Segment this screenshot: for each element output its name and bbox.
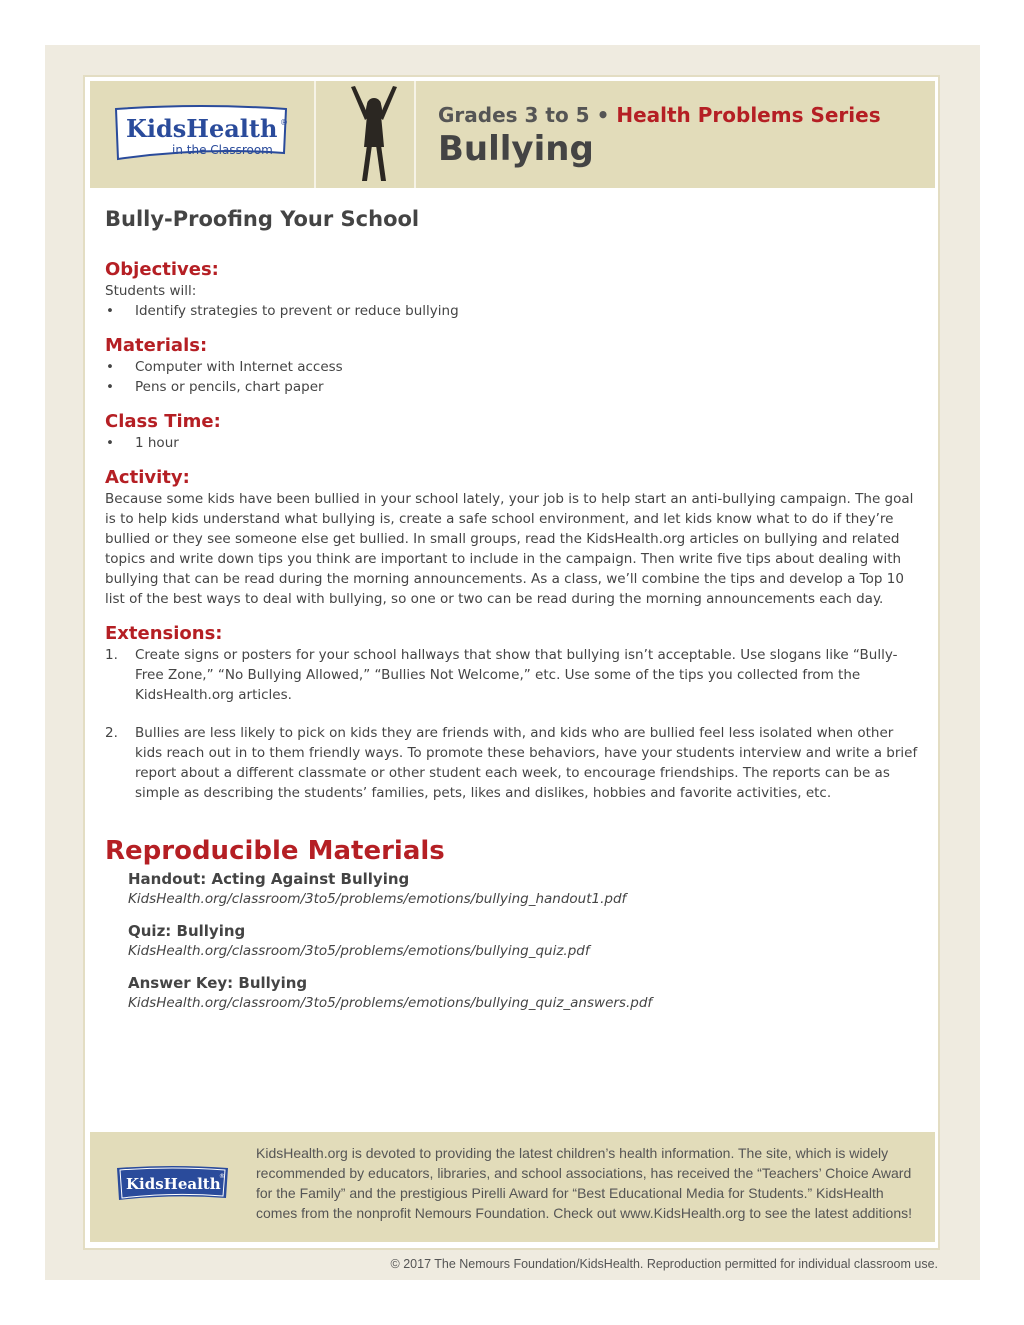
- item-number: 1.: [105, 647, 118, 663]
- material-title: Handout: Acting Against Bullying: [128, 870, 410, 888]
- extensions-list: [105, 645, 920, 803]
- material-title: Answer Key: Bullying: [128, 974, 308, 992]
- material-item: [128, 921, 920, 961]
- section-heading: Reproducible Materials: [105, 836, 445, 866]
- header-divider: [314, 81, 316, 188]
- series-name: Health Problems Series: [616, 103, 881, 127]
- grade-level: Grades 3 to 5: [438, 103, 590, 127]
- registered-mark: ®: [219, 1173, 225, 1180]
- header-banner: [90, 81, 935, 188]
- objectives-section: [105, 259, 920, 321]
- class-time-section: [105, 411, 920, 453]
- item-number: 2.: [105, 725, 118, 741]
- reproducible-materials-section: [105, 835, 920, 1013]
- material-item: [128, 869, 920, 909]
- item-text: Create signs or posters for your school hallways that show that bullying isn’t acceptable. Use slogans like “Bully-Free Zone,” “No Bullying Allowed,” “Bullies Not Welcome,” etc. Use some of the tips you collected from the KidsHealth.org articles.: [135, 647, 898, 703]
- material-item: [128, 973, 920, 1013]
- material-link[interactable]: KidsHealth.org/classroom/3to5/problems/emotions/bullying_handout1.pdf: [128, 891, 627, 907]
- logo-brand-text: KidsHealth: [126, 114, 278, 143]
- bullet-separator: •: [596, 103, 610, 127]
- item-text: Bullies are less likely to pick on kids they are friends with, and kids who are bullied feel less isolated when other kids reach out in to them friendly ways. To promote these behaviors, have your students interview and write a brief report about a different classmate or other student each week, to encourage friendships. The reports can be as simple as describing the students’ families, pets, likes and dislikes, hobbies and favorite activities, etc.: [135, 725, 918, 801]
- grade-series-line: [438, 103, 881, 127]
- section-heading: Materials:: [105, 335, 208, 356]
- objectives-intro: Students will:: [105, 283, 197, 299]
- section-heading: Extensions:: [105, 623, 223, 644]
- section-heading: Class Time:: [105, 411, 221, 432]
- list-item: [105, 645, 920, 705]
- material-link[interactable]: KidsHealth.org/classroom/3to5/problems/emotions/bullying_quiz_answers.pdf: [128, 995, 653, 1011]
- kidshealth-logo-icon: [115, 1164, 230, 1202]
- kidshealth-footer-logo: [115, 1164, 230, 1202]
- list-item: • 1 hour: [105, 433, 920, 453]
- footer-banner: [90, 1132, 935, 1242]
- header-divider: [414, 81, 416, 188]
- activity-text: Because some kids have been bullied in your school lately, your job is to help start an anti-bullying campaign. The goal is to help kids understand what bullying is, create a safe school environment, and let kids know what to do if they’re bullied or they see someone else get bullied. In small groups, read the KidsHealth.org articles on bullying and related topics and write down tips you think are important to include in the campaign. Then write five tips about dealing with bullying that can be read during the morning announcements. As a class, we’ll combine the tips and develop a Top 10 list of the best ways to deal with bullying, so one or two can be read during the morning announcements each day.: [105, 491, 914, 607]
- section-heading: Activity:: [105, 467, 190, 488]
- list-item: [105, 723, 920, 803]
- copyright-notice: © 2017 The Nemours Foundation/KidsHealth. Reproduction permitted for individual classroom use.: [390, 1257, 938, 1271]
- extensions-section: [105, 623, 920, 803]
- objectives-list: [105, 301, 920, 321]
- lesson-title: Bully-Proofing Your School: [105, 207, 420, 231]
- kidshealth-logo-icon: [110, 105, 292, 163]
- page-title: Bullying: [438, 129, 594, 169]
- kidshealth-classroom-logo: [110, 105, 292, 163]
- list-item: • Pens or pencils, chart paper: [105, 377, 920, 397]
- class-time-list: [105, 433, 920, 453]
- footer-description: KidsHealth.org is devoted to providing the latest children’s health information. The site, which is widely recommended by educators, libraries, and school associations, has received the “Teachers’ Choice Award for the Family” and the prestigious Pirelli Award for “Best Educational Media for Students.” KidsHealth comes from the nonprofit Nemours Foundation. Check out www.KidsHealth.org to see the latest additions!: [256, 1145, 913, 1221]
- section-heading: Objectives:: [105, 259, 219, 280]
- logo-brand-text: KidsHealth: [126, 1175, 221, 1193]
- jumping-child-silhouette-icon: [345, 85, 403, 185]
- registered-mark: ®: [280, 118, 288, 127]
- material-link[interactable]: KidsHealth.org/classroom/3to5/problems/emotions/bullying_quiz.pdf: [128, 943, 590, 959]
- list-item: • Identify strategies to prevent or reduce bullying: [105, 301, 920, 321]
- list-item: • Computer with Internet access: [105, 357, 920, 377]
- activity-section: [105, 467, 920, 609]
- materials-section: [105, 335, 920, 397]
- material-title: Quiz: Bullying: [128, 922, 246, 940]
- lesson-content: [105, 205, 920, 1013]
- logo-tagline: in the Classroom: [172, 143, 273, 157]
- materials-list: [105, 357, 920, 397]
